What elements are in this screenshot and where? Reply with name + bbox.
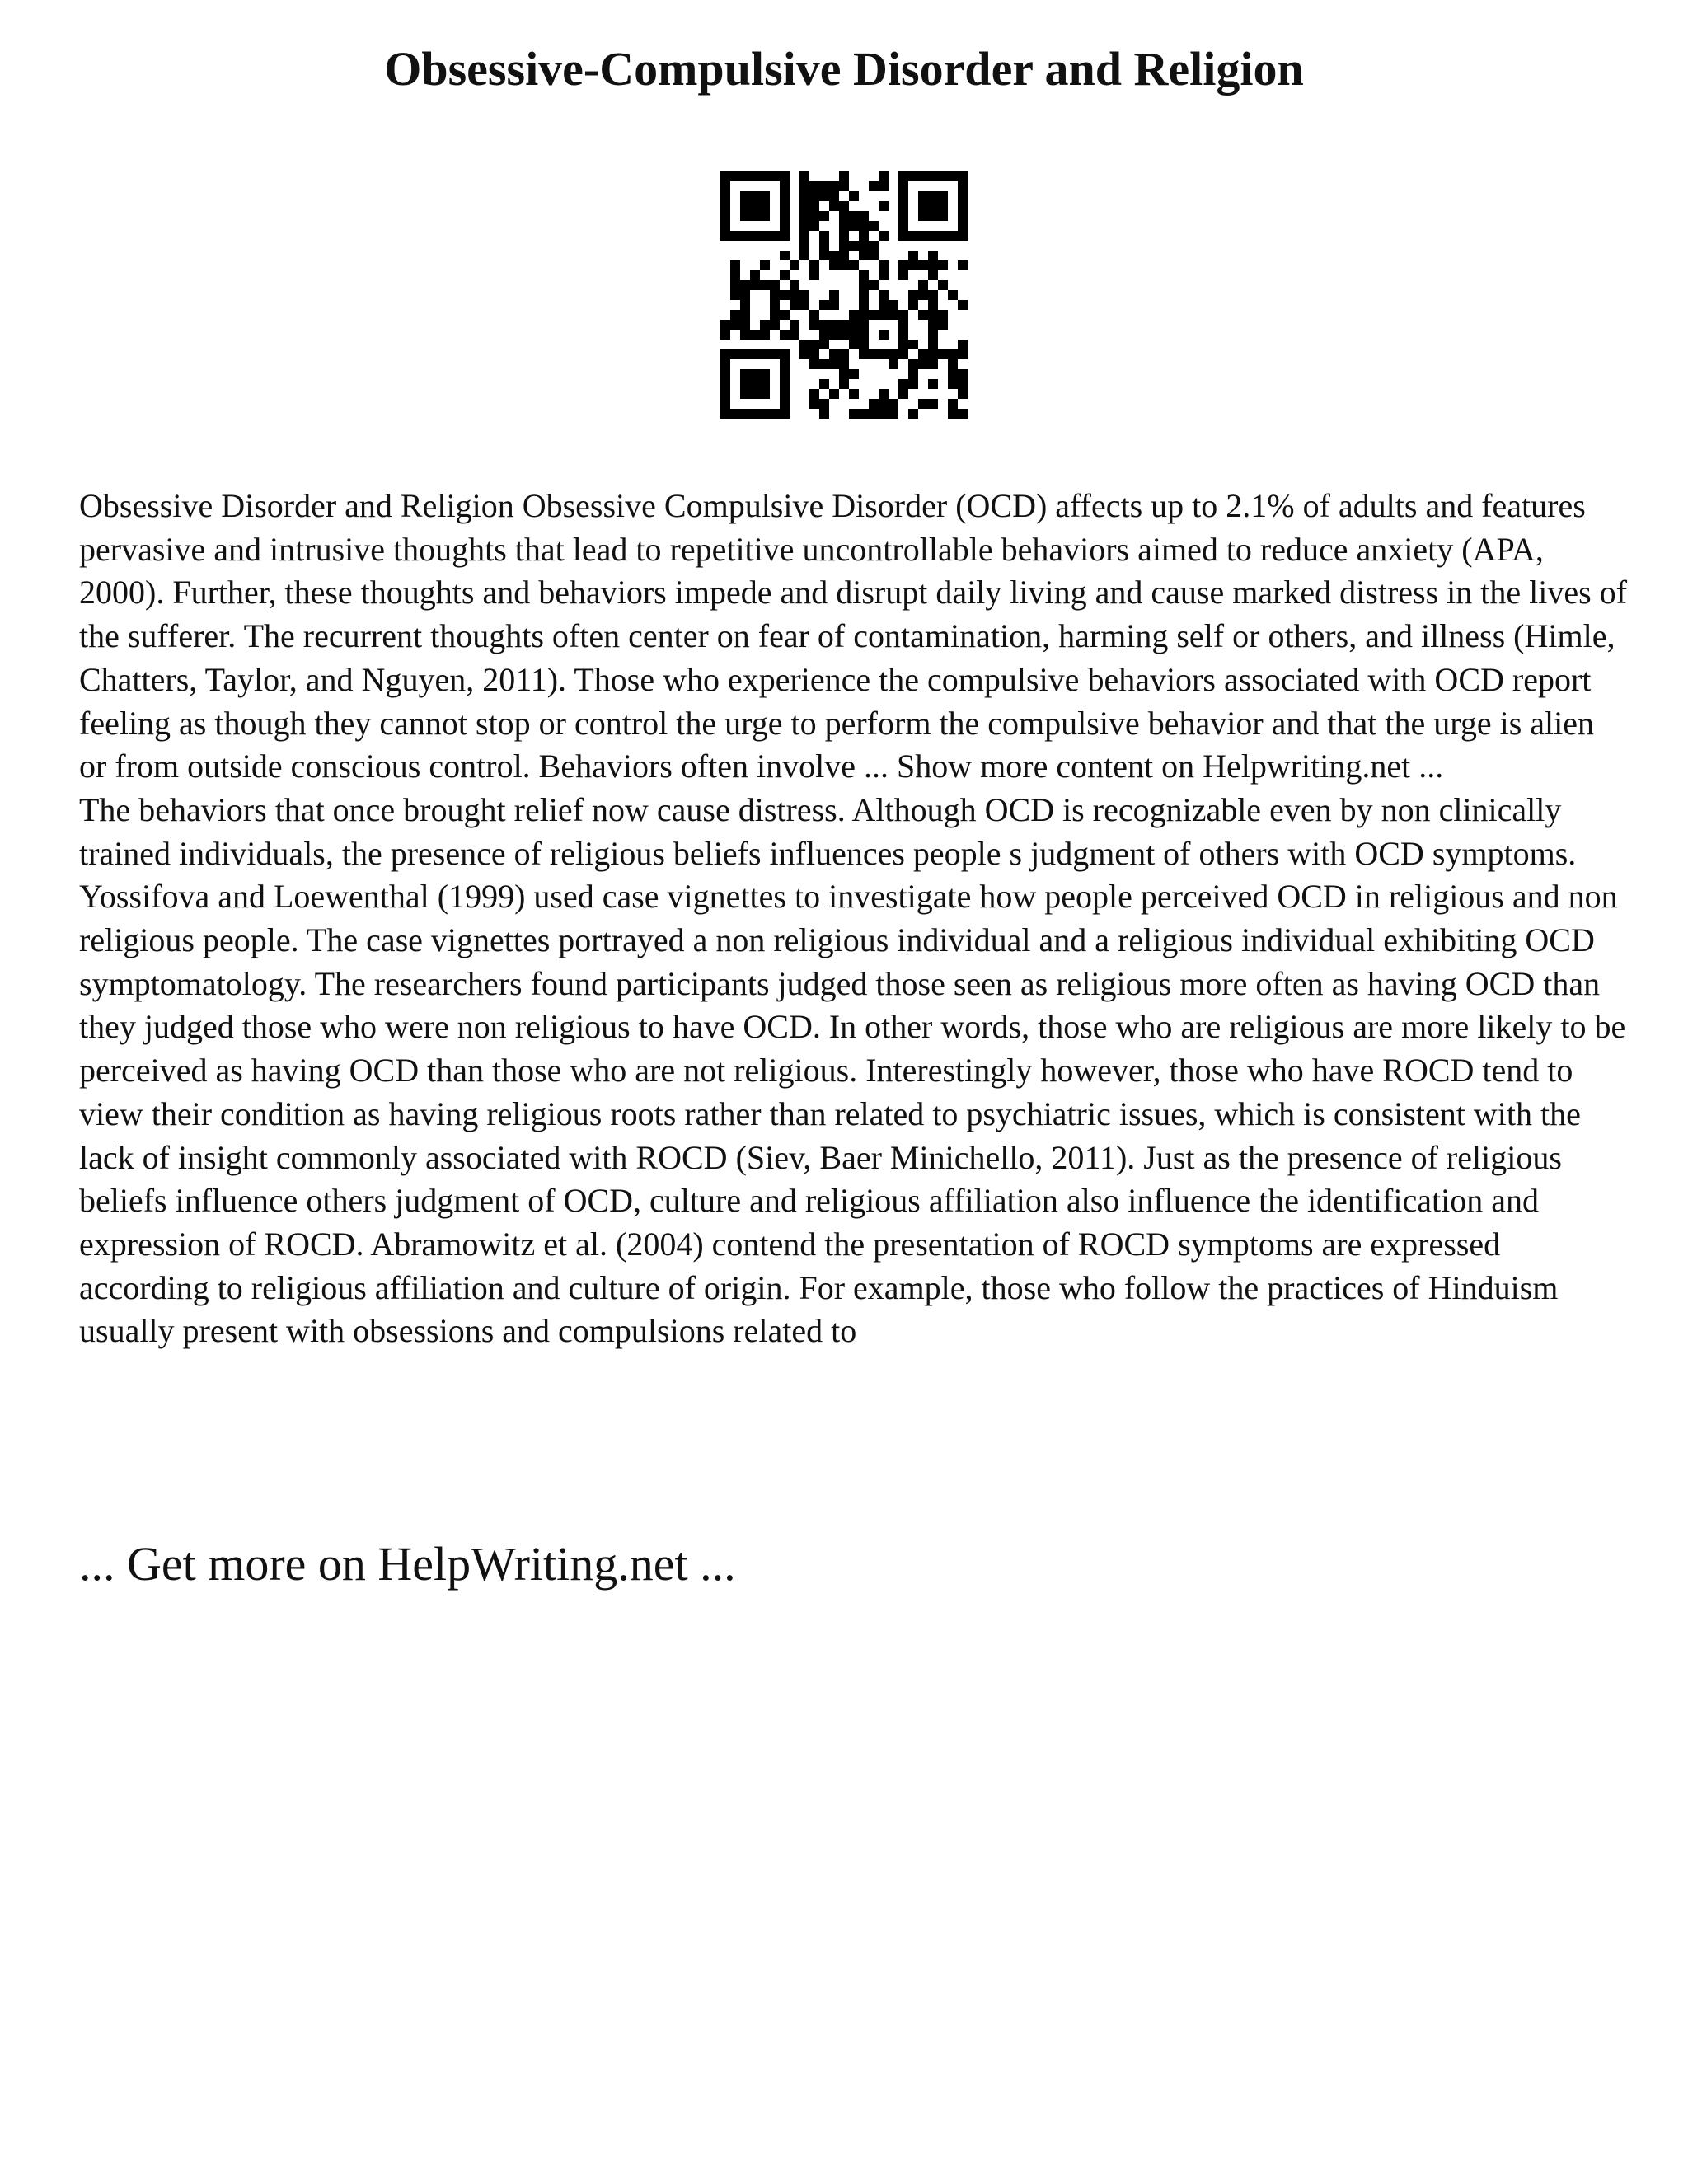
article-body	[79, 485, 1629, 1353]
paragraph-intro: Obsessive Disorder and Religion Obsessive Compulsive Disorder (OCD) affects up to 2.1% of adults and features pervasive and intrusive thoughts that lead to repetitive uncontrollable behaviors aimed to reduce anxiety (APA, 2000). Further, these thoughts and behaviors impede and disrupt daily living and cause marked distress in the lives of the sufferer. The recurrent thoughts often center on fear of contamination, harming self or others, and illness (Himle, Chatters, Taylor, and Nguyen, 2011). Those who experience the compulsive behaviors associated with OCD report feeling as though they cannot stop or control the urge to perform the compulsive behavior and that the urge is alien or from outside conscious control. Behaviors often involve ... Show more content on Helpwriting.net ...	[79, 487, 1628, 785]
get-more-link[interactable]: ... Get more on HelpWriting.net ...	[79, 1537, 736, 1591]
page-title: Obsessive-Compulsive Disorder and Religion	[384, 42, 1304, 96]
paragraph-main: The behaviors that once brought relief now cause distress. Although OCD is recognizable even by non clinically trained individuals, the presence of religious beliefs influences people s judgment of others with OCD symptoms. Yossifova and Loewenthal (1999) used case vignettes to investigate how people perceived OCD in religious and non religious people. The case vignettes portrayed a non religious individual and a religious individual exhibiting OCD symptomatology. The researchers found participants judged those seen as religious more often as having OCD than they judged those who were non religious to have OCD. In other words, those who are religious are more likely to be perceived as having OCD than those who are not religious. Interestingly however, those who have ROCD tend to view their condition as having religious roots rather than related to psychiatric issues, which is consistent with the lack of insight commonly associated with ROCD (Siev, Baer Minichello, 2011). Just as the presence of religious beliefs influence others judgment of OCD, culture and religious affiliation also influence the identification and expression of ROCD. Abramowitz et al. (2004) contend the presentation of ROCD symptoms are expressed according to religious affiliation and culture of origin. For example, those who follow the practices of Hinduism usually present with obsessions and compulsions related to	[79, 790, 1626, 1350]
qr-code-icon	[720, 171, 968, 419]
